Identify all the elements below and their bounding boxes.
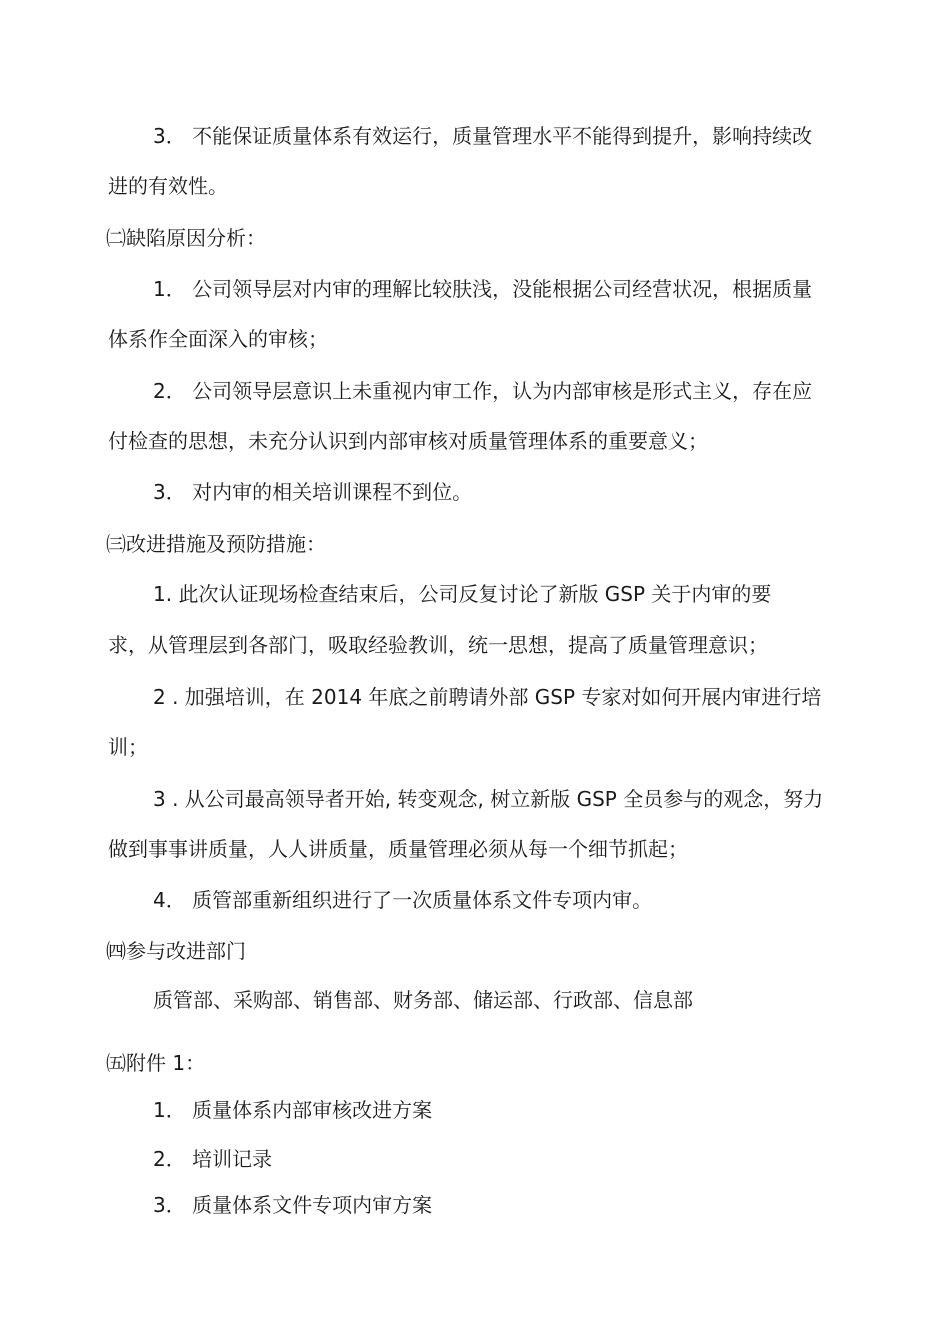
paragraph-measure-1-line-1: 1. 此次认证现场检查结束后，公司反复讨论了新版 GSP 关于内审的要 <box>153 582 772 606</box>
paragraph-cause-2-line-1: 2． 公司领导层意识上未重视内审工作，认为内部审核是形式主义，存在应 <box>153 379 813 403</box>
departments-list: 质管部、采购部、销售部、财务部、储运部、行政部、信息部 <box>153 988 693 1012</box>
section-heading-cause-analysis: ㈡缺陷原因分析： <box>106 226 266 250</box>
paragraph-measure-3-line-1: 3 . 从公司最高领导者开始, 转变观念, 树立新版 GSP 全员参与的观念，努力 <box>153 787 824 811</box>
attachment-item-3: 3． 质量体系文件专项内审方案 <box>153 1193 433 1217</box>
paragraph-measure-1-line-2: 求，从管理层到各部门，吸取经验教训，统一思想，提高了质量管理意识； <box>108 633 768 657</box>
paragraph-measure-3-line-2: 做到事事讲质量，人人讲质量，质量管理必须从每一个细节抓起； <box>108 837 688 861</box>
paragraph-measure-2-line-1: 2 . 加强培训，在 2014 年底之前聘请外部 GSP 专家对如何开展内审进行培 <box>153 685 822 709</box>
section-heading-improvement-measures: ㈢改进措施及预防措施： <box>106 532 326 556</box>
paragraph-measure-2-line-2: 训； <box>108 735 148 759</box>
attachment-item-2: 2． 培训记录 <box>153 1147 273 1171</box>
paragraph-measure-4: 4． 质管部重新组织进行了一次质量体系文件专项内审。 <box>153 888 653 912</box>
paragraph-defect-3-line-1: 3． 不能保证质量体系有效运行，质量管理水平不能得到提升，影响持续改 <box>153 124 813 148</box>
section-heading-participating-departments: ㈣参与改进部门 <box>106 939 246 963</box>
paragraph-cause-1-line-2: 体系作全面深入的审核； <box>108 327 328 351</box>
attachment-item-1: 1． 质量体系内部审核改进方案 <box>153 1098 433 1122</box>
paragraph-cause-1-line-1: 1． 公司领导层对内审的理解比较肤浅，没能根据公司经营状况，根据质量 <box>153 277 813 301</box>
paragraph-defect-3-line-2: 进的有效性。 <box>108 174 228 198</box>
paragraph-cause-3: 3． 对内审的相关培训课程不到位。 <box>153 480 473 504</box>
paragraph-cause-2-line-2: 付检查的思想，未充分认识到内部审核对质量管理体系的重要意义； <box>108 429 708 453</box>
section-heading-attachment: ㈤附件 1： <box>106 1051 206 1075</box>
